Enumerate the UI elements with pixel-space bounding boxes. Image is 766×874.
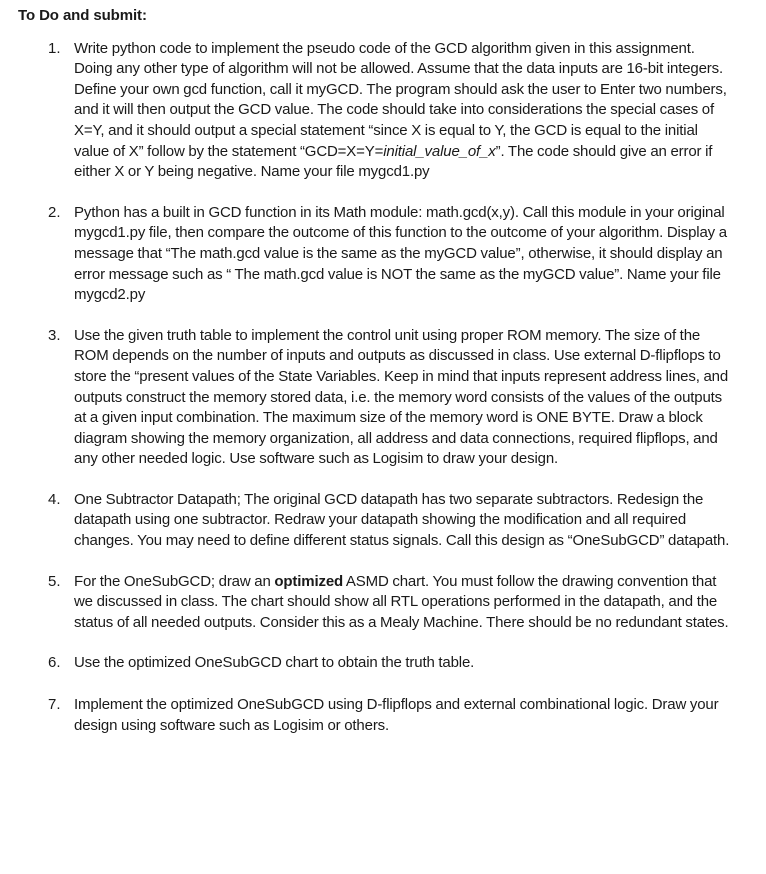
- task-number-3: 3.: [48, 326, 61, 344]
- task-text-7: Implement the optimized OneSubGCD using D-flipflops and external combinational logic. Draw your design using software such as Logisim or others.: [74, 696, 719, 734]
- task-item-5: [18, 572, 752, 634]
- task-text-1-part-a: Write python code to implement the pseudo code of the GCD algorithm given in this assignment. Doing any other type of algorithm will not be allowed. Assume that the data inputs are 16-bit integers. Define your own gcd function, call it myGCD. The program should ask the user to Enter two numbers, and it will then output the GCD value. The code should take into considerations the special cases of X=Y, and it should output a special statement “since X is equal to Y, the GCD is equal to the initial value of X” follow by the statement “GCD=X=Y=: [74, 39, 727, 160]
- task-text-2: Python has a built in GCD function in its Math module: math.gcd(x,y). Call this module in your original mygcd1.py file, then compare the outcome of this function to the outcome of your algorithm. Display a message that “The math.gcd value is the same as the myGCD value”, otherwise, it should display an error message such as “ The math.gcd value is NOT the same as the myGCD value”. Name your file mygcd2.py: [74, 203, 727, 304]
- task-item-2: [18, 203, 752, 306]
- task-item-7: [18, 695, 752, 736]
- task-text-5-bold: optimized: [274, 572, 344, 590]
- task-text-1-italic: initial_value_of_x: [383, 142, 496, 160]
- task-number-6: 6.: [48, 654, 61, 672]
- task-number-2: 2.: [48, 203, 61, 221]
- task-text-5-part-a: For the OneSubGCD; draw an: [74, 572, 275, 590]
- task-text-1-part-b: ”. The code should give an error if either X or Y being negative. Name your file mygcd1.py: [74, 142, 713, 181]
- task-text-1: [74, 39, 734, 183]
- task-number-4: 4.: [48, 490, 61, 508]
- task-item-6: [18, 653, 752, 674]
- task-list: [18, 39, 752, 737]
- task-text-4: One Subtractor Datapath; The original GCD datapath has two separate subtractors. Redesign the datapath using one subtractor. Redraw your datapath showing the modification and all required changes. You may need to define different status signals. Call this design as “OneSubGCD” datapath.: [74, 490, 730, 550]
- task-text-3: Use the given truth table to implement the control unit using proper ROM memory. The size of the ROM depends on the number of inputs and outputs as discussed in class. Use external D-flipflops to store the “present values of the State Variables. Keep in mind that inputs represent address lines, and outputs construct the memory stored data, i.e. the memory word consists of the values of the outputs at a given input combination. The maximum size of the memory word is ONE BYTE. Draw a block diagram showing the memory organization, all address and data connections, required flipflops, and any other needed logic. Use software such as Logisim to draw your design.: [74, 326, 729, 468]
- task-item-4: [18, 490, 752, 552]
- task-item-1: [18, 39, 752, 183]
- page-heading: To Do and submit:: [18, 7, 147, 24]
- task-number-7: 7.: [48, 696, 61, 714]
- task-number-1: 1.: [48, 39, 61, 57]
- task-text-5-part-b: ASMD chart. You must follow the drawing convention that we discussed in class. The chart should show all RTL operations performed in the datapath, and the status of all needed outputs. Consider this as a Mealy Machine. There should be no redundant states.: [74, 572, 729, 631]
- task-item-3: [18, 326, 752, 470]
- task-text-5: [74, 572, 734, 634]
- task-text-6: Use the optimized OneSubGCD chart to obtain the truth table.: [74, 654, 475, 672]
- task-number-5: 5.: [48, 572, 61, 590]
